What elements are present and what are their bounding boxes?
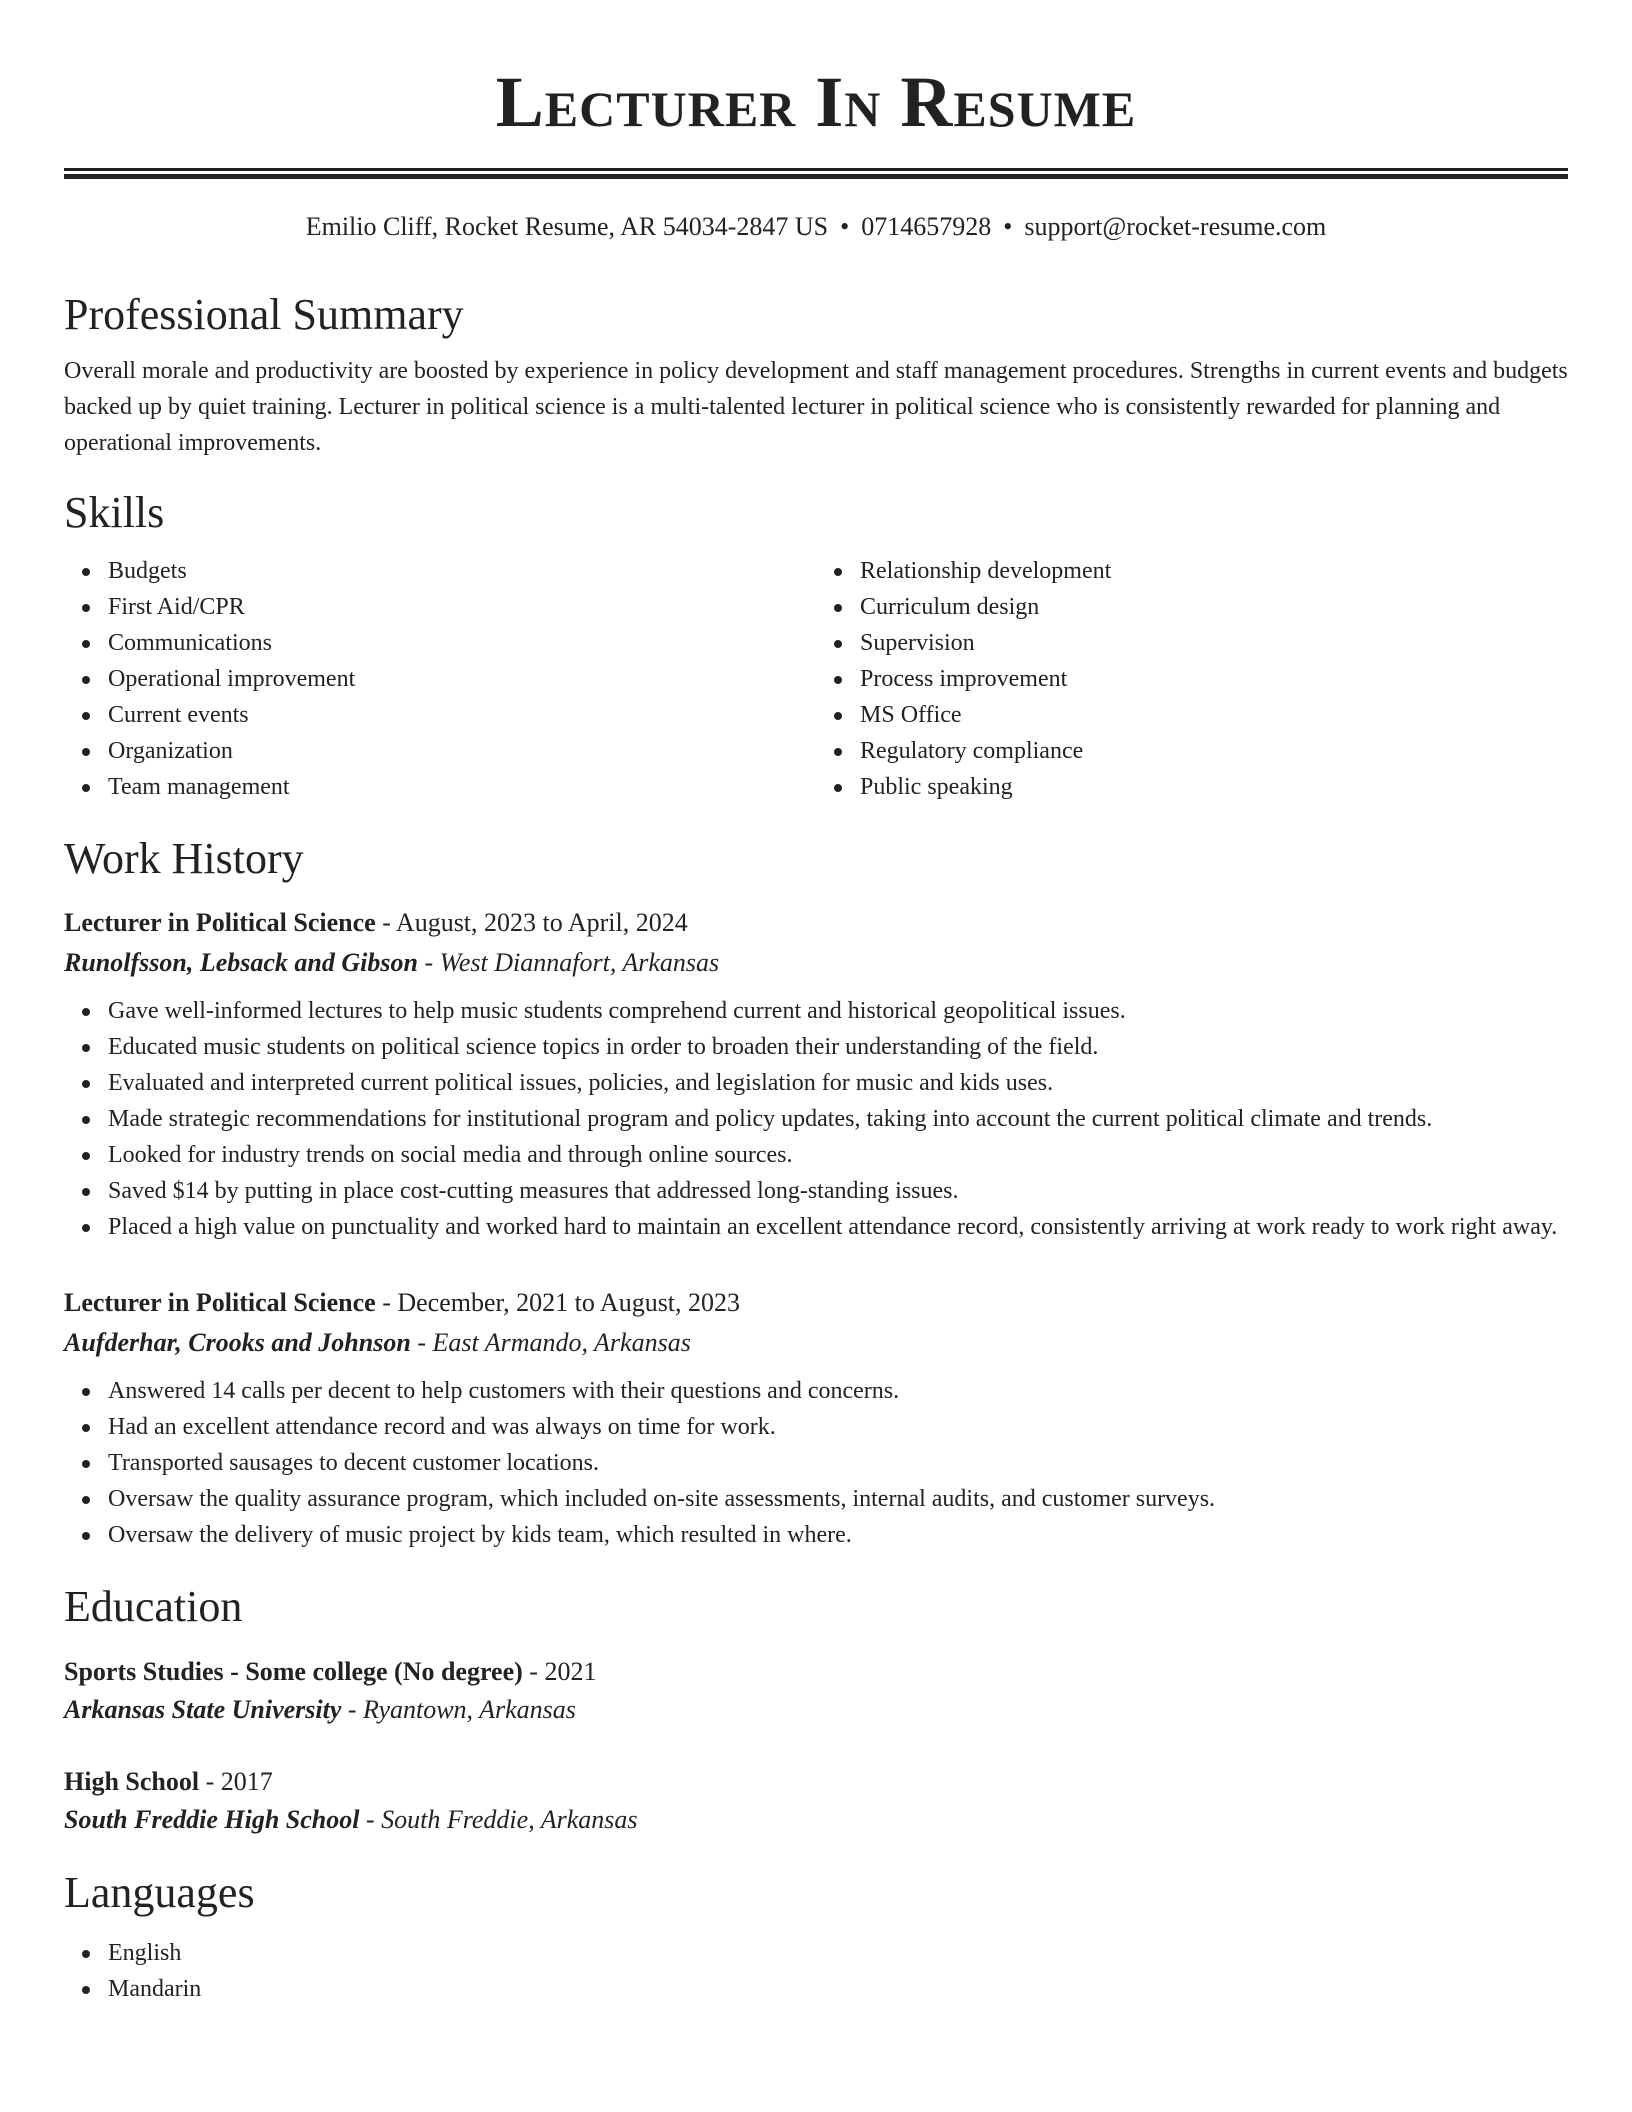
skill-item: Public speaking xyxy=(860,769,1568,805)
education-school: South Freddie High School xyxy=(64,1805,360,1834)
skill-item: Relationship development xyxy=(860,553,1568,589)
contact-separator: • xyxy=(840,212,850,241)
skill-item: Supervision xyxy=(860,625,1568,661)
job-location: - East Armando, Arkansas xyxy=(410,1328,691,1357)
skill-item: Regulatory compliance xyxy=(860,733,1568,769)
job-bullet: Transported sausages to decent customer locations. xyxy=(108,1445,1568,1481)
education-school: Arkansas State University xyxy=(64,1695,342,1724)
skill-item: Organization xyxy=(108,733,816,769)
page-title: Lecturer In Resume xyxy=(495,62,1137,142)
education-degree: Sports Studies - Some college (No degree) xyxy=(64,1657,523,1686)
education-year: - 2017 xyxy=(199,1767,273,1796)
job-title: Lecturer in Political Science xyxy=(64,1288,376,1317)
skill-item: MS Office xyxy=(860,697,1568,733)
job-header xyxy=(64,1283,1568,1323)
education-entry xyxy=(64,1653,1568,1729)
work-history-heading: Work History xyxy=(64,834,304,883)
education-year: - 2021 xyxy=(522,1657,597,1686)
job-bullet: Answered 14 calls per decent to help customers with their questions and concerns. xyxy=(108,1373,1568,1409)
job-location: - West Diannafort, Arkansas xyxy=(417,948,720,977)
languages-section xyxy=(64,1867,1568,2007)
skill-item: Operational improvement xyxy=(108,661,816,697)
job-bullet: Evaluated and interpreted current political issues, policies, and legislation for music and kids uses. xyxy=(108,1065,1568,1101)
skills-grid xyxy=(64,553,1568,805)
contact-phone: 0714657928 xyxy=(861,212,992,241)
skill-item: First Aid/CPR xyxy=(108,589,816,625)
language-item: Mandarin xyxy=(108,1971,1568,2007)
job-company-line xyxy=(64,943,1568,983)
education-degree-line xyxy=(64,1653,1568,1691)
education-heading: Education xyxy=(64,1582,243,1631)
job-title: Lecturer in Political Science xyxy=(64,908,376,937)
job-bullets xyxy=(64,1373,1568,1553)
education-degree-line xyxy=(64,1763,1568,1801)
job-company-line xyxy=(64,1323,1568,1363)
job-bullet: Had an excellent attendance record and was always on time for work. xyxy=(108,1409,1568,1445)
summary-section xyxy=(64,289,1568,461)
education-location: - South Freddie, Arkansas xyxy=(359,1805,638,1834)
skills-column-left xyxy=(64,553,816,805)
job-company: Runolfsson, Lebsack and Gibson xyxy=(64,948,418,977)
skill-item: Team management xyxy=(108,769,816,805)
job-bullet: Saved $14 by putting in place cost-cutting measures that addressed long-standing issues. xyxy=(108,1173,1568,1209)
languages-heading: Languages xyxy=(64,1868,255,1917)
skill-item: Curriculum design xyxy=(860,589,1568,625)
skill-item: Process improvement xyxy=(860,661,1568,697)
summary-heading: Professional Summary xyxy=(64,290,464,339)
job-entry xyxy=(64,1283,1568,1553)
job-bullet: Oversaw the delivery of music project by kids team, which resulted in where. xyxy=(108,1517,1568,1553)
job-company: Aufderhar, Crooks and Johnson xyxy=(64,1328,411,1357)
skill-item: Communications xyxy=(108,625,816,661)
education-entry xyxy=(64,1763,1568,1839)
job-entry xyxy=(64,903,1568,1245)
job-bullet: Made strategic recommendations for institutional program and policy updates, taking into account the current political climate and trends. xyxy=(108,1101,1568,1137)
education-school-line xyxy=(64,1691,1568,1729)
job-dates: - August, 2023 to April, 2024 xyxy=(375,908,688,937)
skills-heading: Skills xyxy=(64,488,165,537)
education-degree: High School xyxy=(64,1767,200,1796)
contact-separator: • xyxy=(1003,212,1013,241)
languages-list xyxy=(64,1935,1568,2007)
language-item: English xyxy=(108,1935,1568,1971)
job-bullet: Placed a high value on punctuality and worked hard to maintain an excellent attendance record, consistently arriving at work ready to work right away. xyxy=(108,1209,1568,1245)
job-bullet: Educated music students on political science topics in order to broaden their understanding of the field. xyxy=(108,1029,1568,1065)
job-header xyxy=(64,903,1568,943)
skills-list-left xyxy=(64,553,816,805)
summary-text: Overall morale and productivity are boosted by experience in policy development and staff management procedures. Strengths in current events and budgets backed up by quiet training. Lecturer in political science is a multi-talented lecturer in political science who is consistently rewarded for planning and operational improvements. xyxy=(64,358,1568,456)
job-bullet: Oversaw the quality assurance program, which included on-site assessments, internal audits, and customer surveys. xyxy=(108,1481,1568,1517)
job-bullet: Gave well-informed lectures to help music students comprehend current and historical geopolitical issues. xyxy=(108,993,1568,1029)
contact-email: support@rocket-resume.com xyxy=(1024,212,1327,241)
job-bullets xyxy=(64,993,1568,1245)
title-divider xyxy=(64,168,1568,179)
skills-column-right xyxy=(816,553,1568,805)
education-section xyxy=(64,1581,1568,1839)
skill-item: Budgets xyxy=(108,553,816,589)
skill-item: Current events xyxy=(108,697,816,733)
skills-list-right xyxy=(816,553,1568,805)
education-school-line xyxy=(64,1801,1568,1839)
education-location: - Ryantown, Arkansas xyxy=(341,1695,576,1724)
contact-line xyxy=(64,211,1568,243)
contact-address: Emilio Cliff, Rocket Resume, AR 54034-2847 US xyxy=(305,212,829,241)
job-dates: - December, 2021 to August, 2023 xyxy=(375,1288,741,1317)
job-bullet: Looked for industry trends on social media and through online sources. xyxy=(108,1137,1568,1173)
work-history-section xyxy=(64,833,1568,1553)
skills-section xyxy=(64,487,1568,805)
